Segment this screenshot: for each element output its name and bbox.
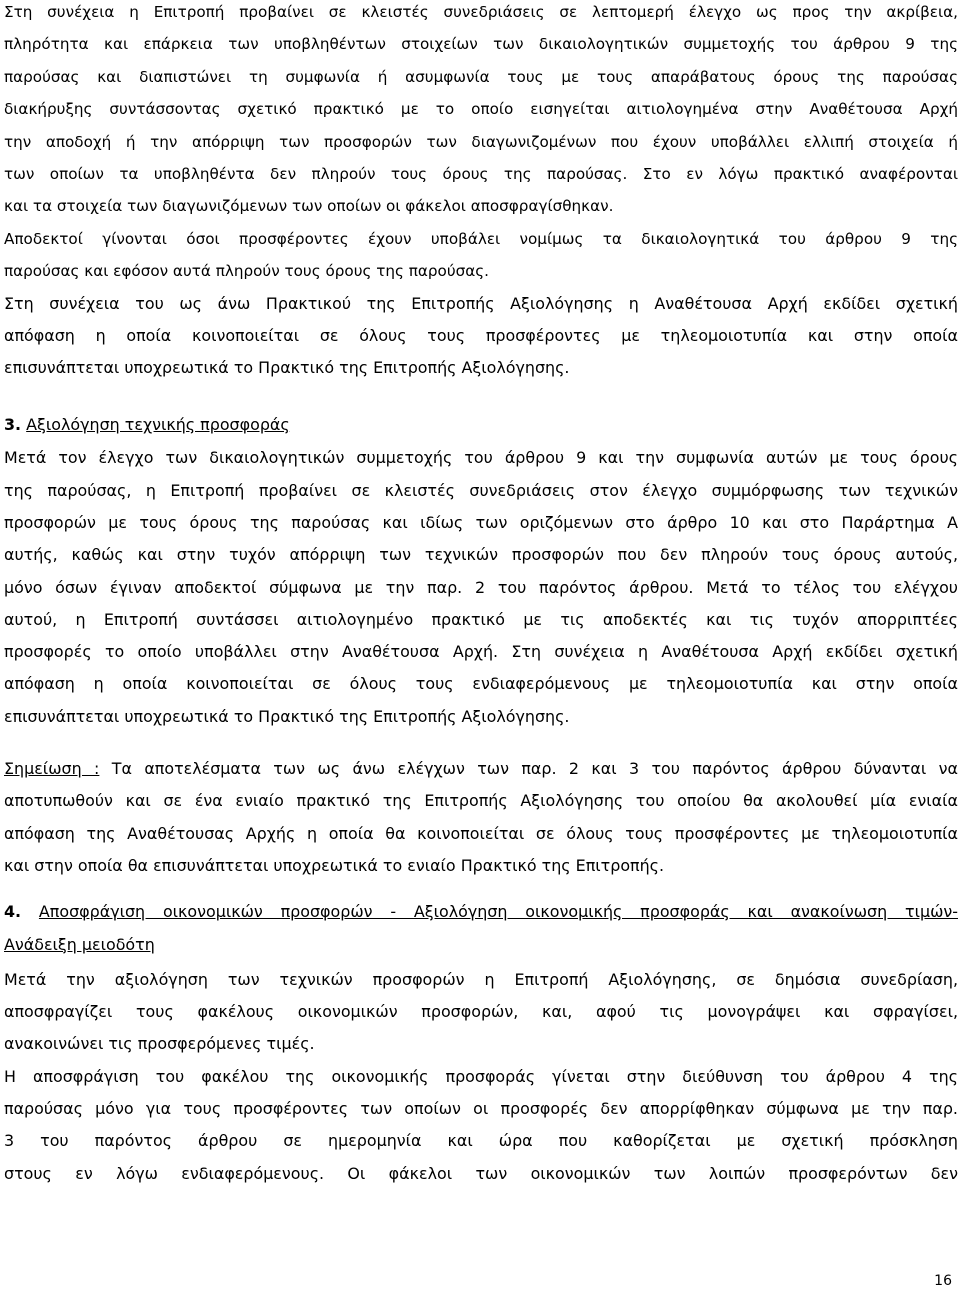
text-line: παρούσας και εφόσον αυτά πληρούν τους όρους της παρούσας. [4,262,489,281]
text-line: Η αποσφράγιση του φακέλου της οικονομικής προσφοράς γίνεται στην διεύθυνση του άρθρου 4 της [4,1066,958,1086]
text-line: μόνο όσων έγιναν αποδεκτοί σύμφωνα με την παρ. 2 του παρόντος άρθρου. Μετά το τέλος του ελέγχου [4,577,958,597]
text-line: στους εν λόγω ενδιαφερόμενους. Οι φάκελοι των οικονομικών των λοιπών προσφερόντων δεν [4,1163,958,1183]
text-line: προσφορές το οποίο υποβάλλει στην Αναθέτουσα Αρχή. Στη συνέχεια η Αναθέτουσα Αρχή εκδίδει σχετική [4,642,958,662]
text-line [4,753,958,785]
text-line: επισυνάπτεται υποχρεωτικά το Πρακτικό της Επιτροπής Αξιολόγησης. [4,706,570,726]
text-line: απόφαση η οποία κοινοποιείται σε όλους τους ενδιαφερόμενους με τηλεομοιοτυπία και στην οποία [4,674,958,694]
section-title-continued: Ανάδειξη μειοδότη [4,934,155,954]
text-line: 3 του παρόντος άρθρου σε ημερομηνία και ώρα που καθορίζεται με σχετική πρόσκληση [4,1131,958,1151]
text-line: Στη συνέχεια του ως άνω Πρακτικού της Επιτροπής Αξιολόγησης η Αναθέτουσα Αρχή εκδίδει σχετική [4,293,958,313]
paragraph-decision [4,288,958,385]
note-text: Τα αποτελέσματα των ως άνω ελέγχων των παρ. 2 και 3 του παρόντος άρθρου δύνανται να [111,759,958,779]
note-label: Σημείωση : [4,759,100,779]
section-2-decision [4,288,958,385]
text-line: αυτού, η Επιτροπή συντάσσει αιτιολογημένο πρακτικό με τις αποδεκτές και τις τυχόν απορριπτέες [4,609,958,629]
text-line: παρούσας και διαπιστώνει τη συμφωνία ή ασυμφωνία τους με τους απαράβατους όρους της παρούσας [4,67,958,86]
text-line: αποσφραγίζει τους φακέλους οικονομικών προσφορών, και, αφού τις μονογράψει και σφραγίσει, [4,1002,958,1022]
section-number: 4. [4,902,22,922]
section-4-text [4,964,958,1190]
text-line: πληρότητα και επάρκεια των υποβληθέντων στοιχείων των δικαιολογητικών συμμετοχής του άρθρου 9 της [4,35,958,54]
section-title: Αξιολόγηση τεχνικής προσφοράς [26,415,290,435]
text-line [4,929,958,961]
paragraph-note [4,753,958,882]
text-line: και τα στοιχεία των διαγωνιζόμενων των οποίων οι φάκελοι αποσφραγίσθηκαν. [4,197,614,216]
text-line: αποτυπωθούν και σε ένα ενιαίο πρακτικό της Επιτροπής Αξιολόγησης του οποίου θα ακολουθεί μία ενιαία [4,791,958,811]
text-line: ανακοινώνει τις προσφερόμενες τιμές. [4,1034,315,1054]
text-line: απόφαση η οποία κοινοποιείται σε όλους τους προσφέροντες με τηλεομοιοτυπία και στην οποία [4,325,958,345]
text-line: και στην οποία θα επισυνάπτεται υποχρεωτικά το ενιαίο Πρακτικό της Επιτροπής. [4,855,665,875]
section-title: Αποσφράγιση οικονομικών προσφορών - Αξιολόγηση οικονομικής προσφοράς και ανακοίνωση τιμών- [38,902,958,922]
section-4-heading [4,896,958,961]
text-line: Αποδεκτοί γίνονται όσοι προσφέροντες έχουν υποβάλει νομίμως τα δικαιολογητικά του άρθρου 9 της [4,229,958,248]
text-line: προσφορών με τους όρους της παρούσας και ιδίως των οριζόμενων στο άρθρο 10 και στο Παράρτημα Α [4,513,958,532]
text-line: Στη συνέχεια η Επιτροπή προβαίνει σε κλειστές συνεδριάσεις σε λεπτομερή έλεγχο ως προς την ακρίβεια, [4,3,958,21]
text-line: απόφαση της Αναθέτουσας Αρχής η οποία θα κοινοποιείται σε όλους τους προσφέροντες με τηλεομοιοτυπία [4,823,958,843]
text-line: Μετά την αξιολόγηση των τεχνικών προσφορών η Επιτροπή Αξιολόγησης, σε δημόσια συνεδρίαση, [4,969,958,989]
note-block [4,753,958,882]
section-3-heading [4,408,958,442]
text-line: της παρούσας, η Επιτροπή προβαίνει σε κλειστές συνεδριάσεις στον έλεγχο συμμόρφωσης των τεχνικών [4,480,958,500]
paragraph-technical-evaluation [4,442,958,733]
text-line: των οποίων τα υποβληθέντα δεν πληρούν τους όρους της παρούσας. Στο εν λόγω πρακτικό αναφέρονται [4,164,958,183]
section-2-text [4,0,958,288]
paragraph-acceptance [4,223,958,288]
text-line: παρούσας μόνο για τους προσφέροντες των οποίων οι προσφορές δεν απορρίφθηκαν σύμφωνα με την παρ. [4,1099,958,1119]
text-line [4,896,958,928]
text-line: Μετά τον έλεγχο των δικαιολογητικών συμμετοχής του άρθρου 9 και την συμφωνία αυτών με τους όρους [4,448,958,468]
document-body [4,0,958,1190]
section-3-text [4,442,958,733]
paragraph-financial-envelope [4,1061,958,1190]
text-line: διακήρυξης συντάσσοντας σχετικό πρακτικό με το οποίο εισηγείται αιτιολογημένα στην Αναθέτουσα Αρχή [4,100,958,119]
section-number: 3. [4,415,22,435]
text-line: την αποδοχή ή την απόρριψη των προσφορών των διαγωνιζομένων που έχουν υποβάλλει ελλιπή στοιχεία ή [4,132,958,151]
paragraph-financial-opening [4,964,958,1061]
paragraph-closed-session-review [4,0,958,223]
page-number: 16 [934,1273,952,1289]
text-line: επισυνάπτεται υποχρεωτικά το Πρακτικό της Επιτροπής Αξιολόγησης. [4,358,570,378]
text-line: αυτής, καθώς και στην τυχόν απόρριψη των τεχνικών προσφορών που δεν πληρούν τους όρους αυτούς, [4,545,958,565]
